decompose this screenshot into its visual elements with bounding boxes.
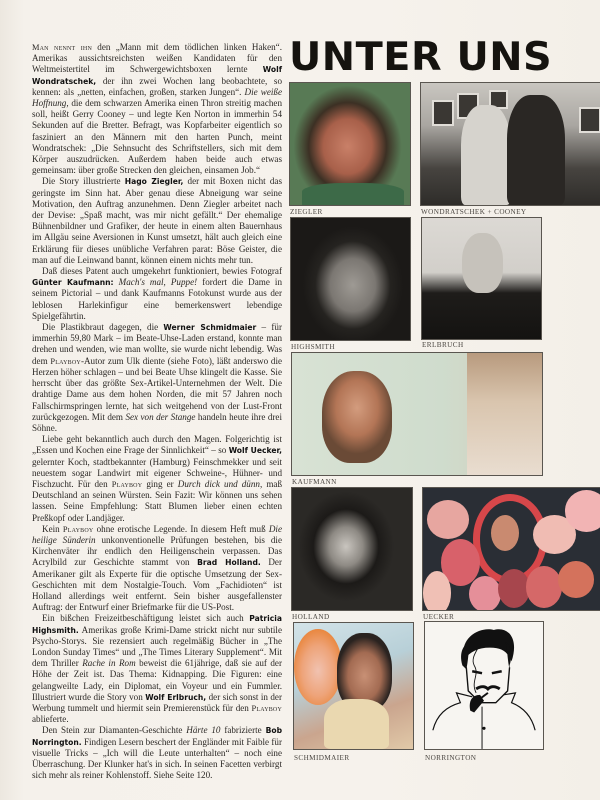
body-text: der sich sonst in der Werbung tummelt und hiermit sein Premierenstück für den	[32, 691, 282, 713]
body-text: fabrizierte	[220, 725, 266, 736]
contributor-name: Werner Schmidmaier	[163, 323, 257, 333]
body-text: ging er	[142, 478, 178, 489]
body-text: Die Story illustrierte	[42, 176, 125, 187]
article-paragraph	[32, 266, 282, 322]
contributor-name: Günter Kaufmann:	[32, 278, 114, 288]
caption-kaufmann: KAUFMANN	[292, 478, 337, 486]
caption-ziegler: ZIEGLER	[290, 208, 323, 216]
body-text: unkonventionelle Prüfungen bestehen, bis die Kirchenväter ihr endlich den Heiligenschein verpassen. Das Acrylbild zur Geschichte stammt von	[32, 534, 282, 568]
small-caps-text: Playboy	[111, 479, 143, 489]
body-text: Kein	[42, 523, 63, 534]
body-text: Ein bißchen Freizeitbeschäftigung leistet sich auch	[42, 613, 250, 624]
article-paragraph	[32, 434, 282, 524]
body-text: -Autor zum Ulk diente (siehe Foto), läßt anderswo die Herzen höher schlagen – und bei Beate Uhse klingelt die Kasse. Sie herrscht über das größte Sex-Artikel-Unternehmen der Welt. Die drahtige Dame aus dem hohen Norden, die mit 57 Jahren noch Fallschirmspringen lernte, hat sich weitgehend von der Lust-Front zurückgezogen. Mit dem	[32, 355, 283, 422]
contributor-name: Wolf Wondratschek,	[32, 65, 282, 86]
body-text: die dem schwarzen Amerika einen Thron streitig machen soll, heißt Gerry Cooney – und legte Ken Norton in immerhin 54 Sekunden auf die Bretter. Befragt, was Kopfarbeiter eigentlich so fasziniert an den Männern mit den harten Punch, meint Wondratschek: „Die Sehnsucht des Schriftstellers, sich mit dem Körper auszudrücken. Außerdem haben beide auch etwas gemeinsam: über große Strecken den gleichen, einsamen Job.“	[32, 98, 282, 176]
contributor-name: Patricia Highsmith.	[32, 614, 282, 635]
illustration-norrington	[424, 621, 544, 750]
small-caps-text: Man nennt ihn	[32, 43, 92, 52]
body-text: gelernter Koch, stadtbekannter (Hamburg) Feinschmekker und seit neuestem sogar Landwirt mit eigener Schweine-, Hühner- und Fischzucht. Für den	[32, 456, 282, 489]
caption-holland: HOLLAND	[292, 613, 330, 621]
body-text: Daß dieses Patent auch umgekehrt funktioniert, bewies Fotograf	[42, 266, 282, 277]
article-paragraph	[32, 613, 282, 725]
article-body	[32, 42, 282, 781]
caption-schmidmaier: SCHMIDMAIER	[294, 754, 350, 762]
caption-norrington: NORRINGTON	[425, 754, 477, 762]
italic-title: Härte 10	[186, 725, 221, 736]
section-title: UNTER UNS	[289, 35, 553, 80]
body-text: maß Deutschland an seinen Würsten. Sein Fazit: Wir können uns sehen lassen. Seine Empfehlung: Statt Blumen lieber einen echten Preßkopf oder Landjäger.	[32, 478, 282, 523]
italic-title: Durch dick und dünn,	[177, 478, 263, 489]
body-text: Die Plastikbraut dagegen, die	[42, 322, 164, 333]
body-text: ablieferte.	[32, 714, 69, 725]
photo-ziegler	[289, 82, 411, 206]
contributor-name: Brad Holland.	[197, 558, 261, 568]
italic-title: Rache in Rom	[82, 658, 136, 669]
body-text: Liebe geht bekanntlich auch durch den Magen. Folgerichtig ist „Essen und Kochen eine Frage der Sinnlichkeit“ – so	[32, 434, 282, 456]
body-text: beweist die 61jährige, daß sie auf der Höhe der Zeit ist. Das Thema: Kidnapping. Die Figuren: eine gelangweilte Lady, ein Diplomat, ein Voyeur und ein Fummler. Illustriert wurde die Story von	[32, 658, 282, 702]
caption-wondratschek-cooney: WONDRATSCHEK + COONEY	[421, 208, 527, 216]
body-text: handeln heute ihre drei Söhne.	[32, 411, 282, 433]
photo-holland	[291, 487, 413, 611]
photo-schmidmaier	[293, 622, 414, 750]
contributor-name: Wolf Erlbruch,	[145, 692, 207, 702]
pipe-smoker-drawing	[425, 622, 543, 749]
body-text: fordert die Dame in seinem Pictorial – und dank Kaufmanns Fotokunst wurde aus der leblosen Harlekinfigur eine bemerkenswert lebendige Spielgefährtin.	[32, 277, 282, 321]
body-text: den „Mann mit dem tödlichen linken Haken“. Amerikas aussichtsreichsten weißen Kandidaten für den Weltmeistertitel im Schwergewichtsboxen lernte	[32, 42, 282, 75]
photo-wondratschek-cooney	[420, 82, 600, 206]
body-text: – für immerhin 59,80 Mark – im Beate-Uhse-Laden erstand, konnte man drehen und wenden, wie man wollte, sie wurde nicht lebendig. Was dem	[32, 322, 282, 366]
body-text: Amerikas große Krimi-Dame strickt nicht nur subtile Psycho-Storys. Sie rezensiert auch regelmäßig Bücher in „The London Sunday Times“ und „The Times Literary Supplement“. Mit dem Thriller	[32, 624, 282, 669]
italic-title: Mach's mal, Puppe!	[118, 277, 198, 288]
article-paragraph	[32, 322, 282, 434]
body-text: Findigen Lesern beschert der Engländer mit Faible für visuelle Tricks – „Ich will die Leute unterhalten“ – noch eine Überraschung. Der Klunker hat's in sich. In seinen Facetten verbirgt sich mehr als reiner Kohlenstoff. Siehe Seite 120.	[32, 736, 282, 781]
article-paragraph	[32, 42, 282, 176]
italic-title: Die heilige Sünderin	[32, 523, 282, 545]
body-text: der ihn zwei Wochen lang beobachtete, so kennen: als „netten, einfachen, großen, starken Jungen“.	[32, 75, 282, 97]
article-paragraph	[32, 524, 282, 614]
article-paragraph	[32, 176, 282, 266]
photo-kaufmann	[291, 352, 543, 476]
contributor-name: Hago Ziegler,	[124, 177, 184, 187]
body-text: ohne erotische Legende. In diesem Heft muß	[93, 523, 269, 534]
small-caps-text: Playboy	[50, 356, 81, 366]
italic-title: Sex von der Stange	[125, 411, 196, 422]
caption-highsmith: HIGHSMITH	[291, 343, 335, 351]
caption-uecker: UECKER	[423, 613, 455, 621]
body-text: der mit Boxen nicht das geringste im Sinn hat. Aber genau diese Abneigung war seine Motivation, den Auftrag anzunehmen. Denn Ziegler arbeitet nach der Devise: „Spaß macht, was mir nicht gefällt.“ Der ehemalige Bühnenbildner und Grafiker, der heute in einem alten Bauernhaus im Allgäu seine Aversionen in Kunst umsetzt, hält auch gleich eine Erklärung für dieses unübliche Verfahren parat: Böse Geister, die man auf die Leinwand bannt, können einem nichts mehr tun.	[32, 176, 282, 265]
small-caps-text: Playboy	[62, 524, 94, 534]
contributor-name: Bob Norrington.	[32, 726, 283, 747]
article-paragraph	[32, 725, 282, 781]
body-text: Den Stein zur Diamanten-Geschichte	[42, 725, 187, 736]
caption-erlbruch: ERLBRUCH	[422, 341, 464, 349]
photo-highsmith	[290, 217, 411, 341]
contributor-name: Wolf Uecker,	[228, 446, 282, 456]
small-caps-text: Playboy	[251, 703, 282, 713]
photo-uecker	[422, 487, 600, 611]
italic-title: Die weiße Hoffnung,	[32, 86, 282, 109]
body-text: Der Amerikaner gilt als Experte für die optische Umsetzung der Sex-Geschichten mit dem Nostalgie-Touch. Vom „Fachidioten“ ist Holland allerdings weit entfernt. Sein bisher ausgefallenster Auftrag: der Entwurf einer Briefmarke für die US-Post.	[32, 557, 282, 613]
photo-erlbruch	[421, 217, 542, 340]
